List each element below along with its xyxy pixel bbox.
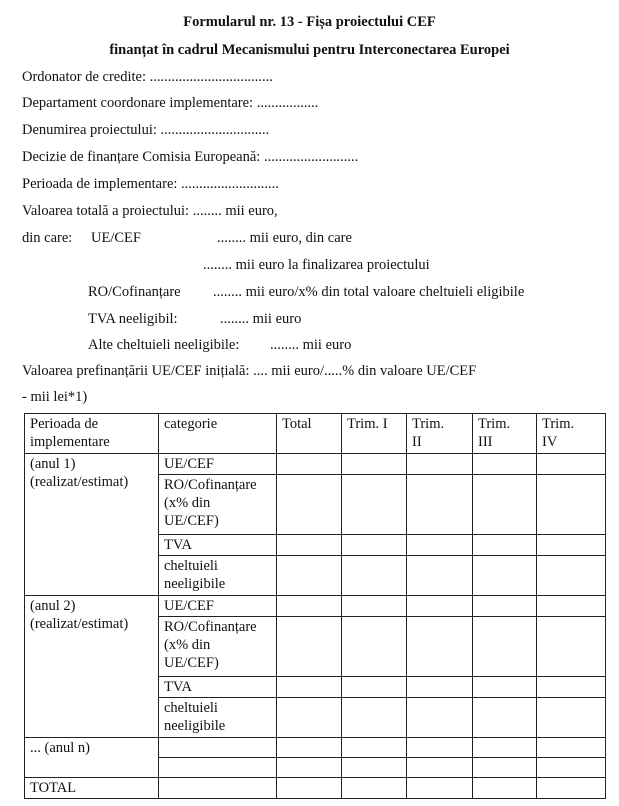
cell bbox=[277, 454, 342, 475]
alte-cheltuieli-value: ........ mii euro bbox=[270, 337, 352, 353]
cell bbox=[342, 475, 407, 535]
alte-cheltuieli-label: Alte cheltuieli neeligibile: bbox=[88, 337, 240, 353]
cell bbox=[407, 778, 473, 799]
din-care-label: din care: bbox=[22, 230, 73, 246]
cell bbox=[537, 677, 606, 698]
category-tva: TVA bbox=[159, 677, 277, 698]
cell bbox=[277, 758, 342, 778]
ue-cef-label: UE/CEF bbox=[91, 230, 141, 246]
cell bbox=[407, 454, 473, 475]
category-ro-cofinantare: RO/Cofinanțare (x% din UE/CEF) bbox=[159, 475, 277, 535]
cell bbox=[473, 535, 537, 556]
cell bbox=[342, 778, 407, 799]
cell bbox=[407, 617, 473, 677]
implementation-table bbox=[24, 413, 606, 799]
cell bbox=[537, 758, 606, 778]
header-trim1: Trim. I bbox=[342, 414, 407, 454]
field-ordonator: Ordonator de credite: .................................. bbox=[22, 69, 273, 85]
cell bbox=[537, 778, 606, 799]
cell bbox=[537, 596, 606, 617]
header-categorie: categorie bbox=[159, 414, 277, 454]
cell bbox=[537, 617, 606, 677]
table-row bbox=[25, 454, 606, 475]
table-row bbox=[25, 738, 606, 758]
cell bbox=[407, 677, 473, 698]
cell bbox=[342, 698, 407, 738]
field-denumirea: Denumirea proiectului: .............................. bbox=[22, 122, 270, 138]
form-subtitle: finanțat în cadrul Mecanismului pentru Interconectarea Europei bbox=[109, 42, 510, 58]
ro-cofinantare-value: ........ mii euro/x% din total valoare cheltuieli eligibile bbox=[213, 284, 525, 300]
cell bbox=[407, 596, 473, 617]
cell bbox=[159, 778, 277, 799]
category-cheltuieli-neeligibile: cheltuieli neeligibile bbox=[159, 698, 277, 738]
cell bbox=[342, 758, 407, 778]
cell bbox=[537, 535, 606, 556]
cell bbox=[407, 698, 473, 738]
cell bbox=[277, 698, 342, 738]
cell bbox=[407, 535, 473, 556]
header-trim2: Trim. II bbox=[407, 414, 473, 454]
header-trim3: Trim. III bbox=[473, 414, 537, 454]
category-tva: TVA bbox=[159, 535, 277, 556]
ro-cofinantare-label: RO/Cofinanțare bbox=[88, 284, 181, 300]
cell bbox=[159, 738, 277, 758]
category-ue-cef: UE/CEF bbox=[159, 454, 277, 475]
field-prefinantare: Valoarea prefinanțării UE/CEF inițială: .... mii euro/.....% din valoare UE/CEF bbox=[22, 363, 477, 379]
cell bbox=[537, 556, 606, 596]
total-row bbox=[25, 778, 606, 799]
category-ue-cef: UE/CEF bbox=[159, 596, 277, 617]
cell bbox=[277, 677, 342, 698]
cell bbox=[473, 617, 537, 677]
cell bbox=[407, 475, 473, 535]
field-departament: Departament coordonare implementare: ................. bbox=[22, 95, 319, 111]
cell bbox=[407, 758, 473, 778]
cell bbox=[277, 556, 342, 596]
cell bbox=[537, 738, 606, 758]
year2-label: (anul 2) (realizat/estimat) bbox=[25, 596, 159, 738]
cell bbox=[407, 556, 473, 596]
cell bbox=[277, 596, 342, 617]
cell bbox=[473, 738, 537, 758]
tva-label: TVA neeligibil: bbox=[88, 311, 178, 327]
cell bbox=[407, 738, 473, 758]
cell bbox=[277, 535, 342, 556]
header-perioada: Perioada de implementare bbox=[25, 414, 159, 454]
table-row bbox=[25, 596, 606, 617]
category-ro-cofinantare: RO/Cofinanțare (x% din UE/CEF) bbox=[159, 617, 277, 677]
cell bbox=[473, 596, 537, 617]
yearn-label: ... (anul n) bbox=[25, 738, 159, 778]
cell bbox=[473, 677, 537, 698]
cell bbox=[473, 556, 537, 596]
cell bbox=[537, 454, 606, 475]
finalizare-line: ........ mii euro la finalizarea proiectului bbox=[203, 257, 430, 273]
cell bbox=[342, 617, 407, 677]
cell bbox=[159, 758, 277, 778]
cell bbox=[473, 475, 537, 535]
cell bbox=[473, 454, 537, 475]
cell bbox=[277, 778, 342, 799]
field-mii-lei: - mii lei*1) bbox=[22, 389, 88, 405]
header-total: Total bbox=[277, 414, 342, 454]
field-decizie: Decizie de finanțare Comisia Europeană: .......................... bbox=[22, 149, 359, 165]
cell bbox=[473, 778, 537, 799]
year1-label: (anul 1) (realizat/estimat) bbox=[25, 454, 159, 596]
cell bbox=[277, 475, 342, 535]
ue-cef-value: ........ mii euro, din care bbox=[217, 230, 352, 246]
cell bbox=[537, 475, 606, 535]
cell bbox=[342, 454, 407, 475]
tva-value: ........ mii euro bbox=[220, 311, 302, 327]
cell bbox=[473, 758, 537, 778]
header-row bbox=[25, 414, 606, 454]
total-label: TOTAL bbox=[25, 778, 159, 799]
cell bbox=[277, 617, 342, 677]
cell bbox=[277, 738, 342, 758]
cell bbox=[537, 698, 606, 738]
header-trim4: Trim. IV bbox=[537, 414, 606, 454]
field-perioada: Perioada de implementare: ........................... bbox=[22, 176, 279, 192]
cell bbox=[473, 698, 537, 738]
cell bbox=[342, 535, 407, 556]
cell bbox=[342, 556, 407, 596]
category-cheltuieli-neeligibile: cheltuieli neeligibile bbox=[159, 556, 277, 596]
field-valoarea-totala: Valoarea totală a proiectului: ........ mii euro, bbox=[22, 203, 278, 219]
cell bbox=[342, 677, 407, 698]
cell bbox=[342, 738, 407, 758]
form-title: Formularul nr. 13 - Fișa proiectului CEF bbox=[183, 14, 436, 30]
cell bbox=[342, 596, 407, 617]
